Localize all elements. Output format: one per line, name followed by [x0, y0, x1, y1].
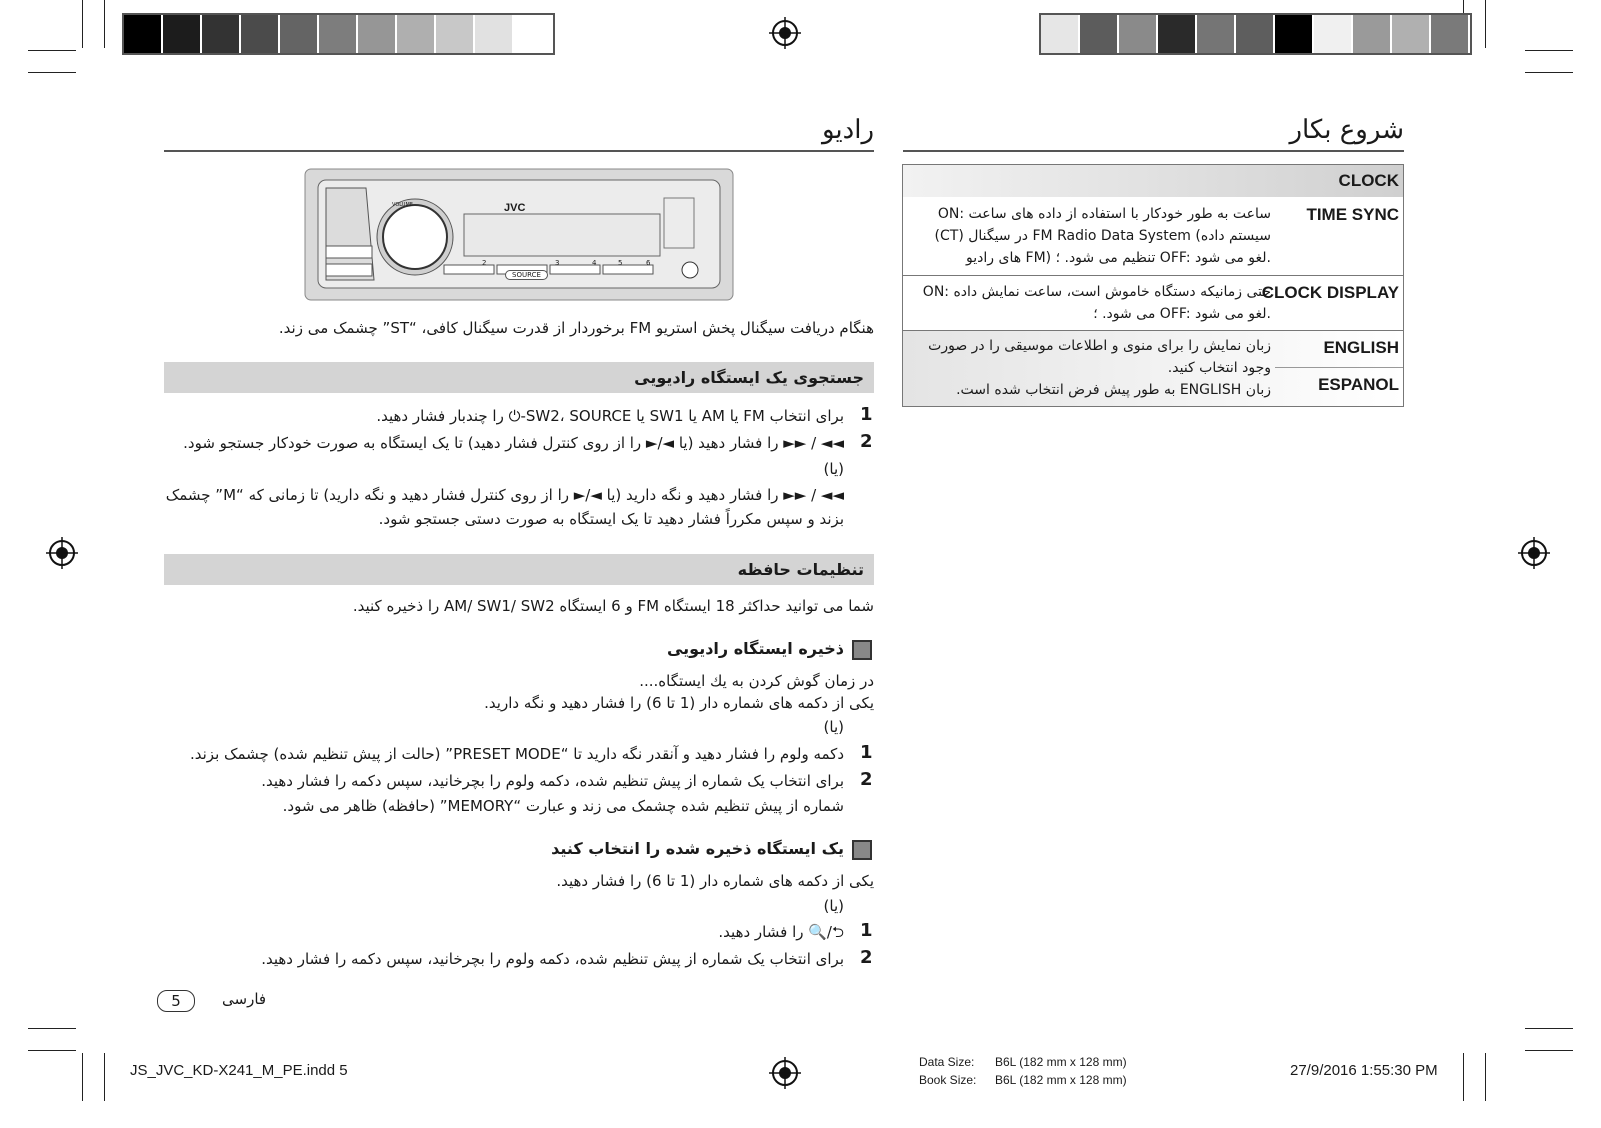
row-divider: [1275, 367, 1403, 368]
search-step-2-alt: ◄◄ / ►► را فشار دهید و نگه دارید (یا ◄/► را از روی کنترل فشار دهید و نگه دارید) تا زمانی که “M” چشمک: [165, 486, 844, 504]
color-calibration-bar-left: [122, 13, 555, 55]
store-line-1: در زمان گوش کردن به يك ايستگاه....: [639, 672, 874, 690]
crop-mark: [82, 0, 83, 48]
crop-mark: [1525, 50, 1573, 51]
settings-table-header-bg: [903, 165, 1403, 197]
color-calibration-bar-right: [1039, 13, 1472, 55]
store-line-2: یکی از دکمه های شماره دار (1 تا 6) را فشار دهید و نگه دارید.: [484, 694, 874, 712]
setting-value-clock-display: ON: حتی زمانیکه دستگاه خاموش است، ساعت نمایش داده می شود. ؛ OFF: لغو می شود.: [922, 284, 1271, 322]
store-step-2-cont: شماره از پیش تنظیم شده چشمک می زند و عبارت “MEMORY” (حافظه) ظاهر می شود.: [282, 797, 844, 815]
color-swatch: [202, 15, 241, 53]
page-number: 5: [157, 990, 195, 1012]
crop-mark: [104, 1053, 105, 1101]
preset-number: 4: [592, 259, 597, 267]
color-swatch: [124, 15, 163, 53]
data-size-value: B6L (182 mm x 128 mm): [995, 1055, 1127, 1069]
color-swatch: [280, 15, 319, 53]
setting-key-time-sync: TIME SYNC: [1306, 205, 1399, 224]
color-swatch: [1041, 15, 1080, 53]
step-number: 2: [860, 431, 873, 452]
section-header-presets: تنظیمات حافظه: [164, 554, 874, 585]
select-step-1: ⮌/🔍 را فشار دهید.: [718, 923, 844, 941]
preset-number: 3: [555, 259, 560, 267]
crop-mark: [28, 1028, 76, 1029]
or-label: (یا): [823, 897, 844, 915]
color-swatch: [1392, 15, 1431, 53]
setting-key-english: ENGLISH: [1323, 338, 1399, 357]
search-step-1: برای انتخاب FM یا AM یا SW1 یا SW2، SOURCE-⏻ را چندبار فشار دهید.: [376, 407, 844, 425]
setting-value-language: زبان نمایش را برای منوی و اطلاعات موسیقی را در صورت وجود انتخاب کنید.: [928, 338, 1271, 376]
title-rule: [903, 150, 1404, 152]
page-language: فارسی: [222, 990, 267, 1008]
crop-mark: [1525, 72, 1573, 73]
crop-mark: [1463, 1053, 1464, 1101]
crop-mark: [82, 1053, 83, 1101]
color-swatch: [358, 15, 397, 53]
color-swatch: [436, 15, 475, 53]
or-label: (یا): [823, 460, 844, 478]
preset-number: 5: [618, 259, 623, 267]
color-swatch: [1431, 15, 1470, 53]
color-swatch: [475, 15, 514, 53]
registration-mark-icon: [46, 537, 78, 569]
st-indicator-note: هنگام دریافت سیگنال پخش استریو FM برخوردار از قدرت سیگنال کافی، “ST” چشمک می زند.: [278, 319, 874, 337]
color-swatch: [1197, 15, 1236, 53]
radio-faceplate-illustration: [304, 168, 734, 301]
color-swatch: [241, 15, 280, 53]
store-step-1: دکمه ولوم را فشار دهید و آنقدر نگه دارید تا “PRESET MODE” (حالت از پیش تنظیم شده) چشمک بزند.: [189, 745, 844, 763]
preset-number: 6: [646, 259, 651, 267]
crop-mark: [1525, 1028, 1573, 1029]
color-swatch: [1275, 15, 1314, 53]
setting-key-clock-display: CLOCK DISPLAY: [1261, 283, 1399, 302]
search-step-2-alt-cont: بزند و سپس مکرراً فشار دهید تا یک ایستگاه به صورت دستی جستجو شود.: [378, 510, 844, 528]
preset-number: 2: [482, 259, 487, 267]
registration-mark-icon: [769, 17, 801, 49]
color-swatch: [163, 15, 202, 53]
square-bullet-icon: [852, 640, 872, 660]
title-rule: [164, 150, 874, 152]
color-swatch: [1119, 15, 1158, 53]
book-size-label: Book Size:: [919, 1073, 977, 1087]
color-swatch: [397, 15, 436, 53]
section-header-search: جستجوی یک ایستگاه رادیویی: [164, 362, 874, 393]
setting-value-default-lang: زبان ENGLISH به طور پیش فرض انتخاب شده است.: [956, 382, 1271, 398]
registration-mark-icon: [1518, 537, 1550, 569]
presets-intro: شما می توانید حداکثر 18 ایستگاه FM و 6 ایستگاه AM/ SW1/ SW2 را ذخیره کنید.: [352, 597, 874, 615]
store-station-title: ذخیره ایستگاه رادیویی: [666, 639, 844, 658]
crop-mark: [28, 72, 76, 73]
footer-filename: JS_JVC_KD-X241_M_PE.indd 5: [130, 1062, 348, 1079]
crop-mark: [28, 1050, 76, 1051]
source-button-label: SOURCE: [505, 270, 548, 280]
store-step-2: برای انتخاب یک شماره از پیش تنظیم شده، دکمه ولوم را بچرخانید، سپس دکمه را فشار دهید.: [261, 772, 844, 790]
step-number: 1: [860, 404, 873, 425]
color-swatch: [1314, 15, 1353, 53]
color-swatch: [514, 15, 553, 53]
select-line-1: یکی از دکمه های شماره دار (1 تا 6) را فشار دهید.: [556, 872, 874, 890]
color-swatch: [1353, 15, 1392, 53]
square-bullet-icon: [852, 840, 872, 860]
volume-label: VOLUME: [392, 202, 413, 208]
registration-mark-icon: [769, 1057, 801, 1089]
crop-mark: [1485, 0, 1486, 48]
search-step-2: ◄◄ / ►► را فشار دهید (یا ◄/► را از روی کنترل فشار دهید) تا یک ایستگاه به صورت خودکار جستجو شود.: [183, 434, 844, 452]
color-swatch: [1158, 15, 1197, 53]
brand-logo: JVC: [504, 202, 526, 214]
crop-mark: [28, 50, 76, 51]
color-swatch: [1236, 15, 1275, 53]
select-step-2: برای انتخاب یک شماره از پیش تنظیم شده، دکمه ولوم را بچرخانید، سپس دکمه را فشار دهید.: [261, 950, 844, 968]
right-page-title: شروع بکار: [1289, 115, 1404, 145]
step-number: 1: [860, 742, 873, 763]
color-swatch: [1080, 15, 1119, 53]
crop-mark: [104, 0, 105, 48]
color-swatch: [319, 15, 358, 53]
or-label: (یا): [823, 718, 844, 736]
step-number: 2: [860, 769, 873, 790]
crop-mark: [1525, 1050, 1573, 1051]
settings-header-clock: CLOCK: [1338, 171, 1399, 190]
footer-datetime: 27/9/2016 1:55:30 PM: [1290, 1062, 1438, 1079]
select-station-title: یک ایستگاه ذخیره شده را انتخاب کنید: [551, 839, 844, 858]
step-number: 1: [860, 920, 873, 941]
setting-key-espanol: ESPANOL: [1318, 375, 1399, 394]
data-size-label: Data Size:: [919, 1055, 975, 1069]
row-divider: [903, 275, 1403, 276]
step-number: 2: [860, 947, 873, 968]
left-page-title: رادیو: [821, 115, 874, 145]
book-size-value: B6L (182 mm x 128 mm): [995, 1073, 1127, 1087]
crop-mark: [1485, 1053, 1486, 1101]
setting-value-time-sync: ON: ساعت به طور خودکار با استفاده از داده های ساعت (CT) در سیگنال FM Radio Data System (سیستم داده های رادیو FM) تنظیم می شود. ؛ OFF: لغو می شود.: [934, 206, 1271, 266]
